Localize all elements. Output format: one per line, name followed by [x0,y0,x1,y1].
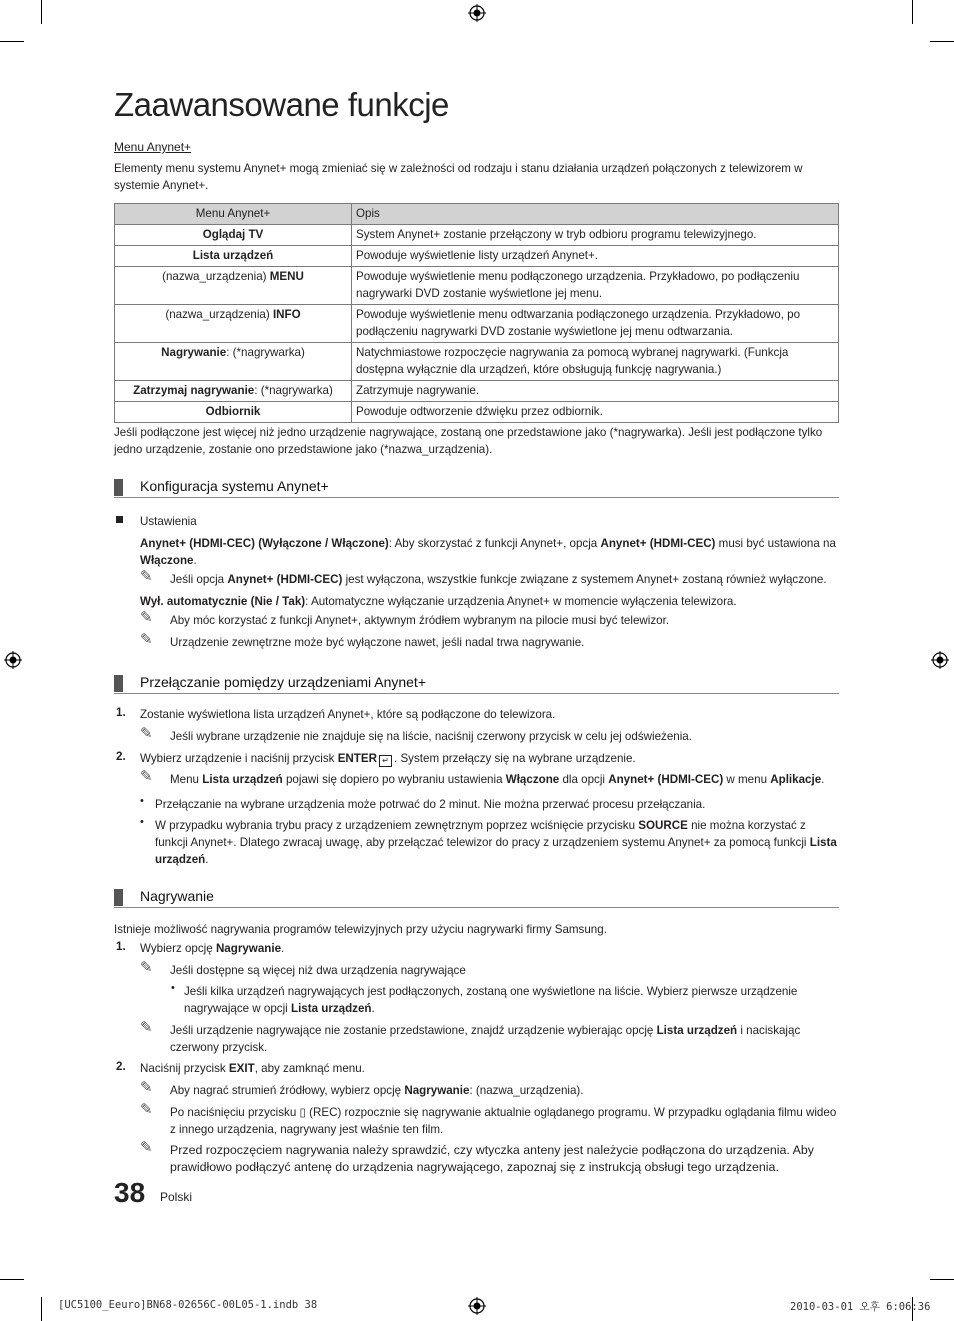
table-cell: Oglądaj TV [115,225,352,246]
registration-mark-icon [4,651,22,669]
table-cell: Powoduje odtworzenie dźwięku przez odbiornik. [352,402,839,423]
bullet-text: Przełączanie na wybrane urządzenia może potrwać do 2 minut. Nie można przerwać procesu przełączania. [155,798,706,811]
table-cell: Zatrzymaj nagrywanie: (*nagrywarka) [115,381,352,402]
bullet-icon: • [140,816,144,828]
square-bullet-icon [116,516,123,523]
pencil-icon: ✎ [140,959,153,976]
table-row [115,305,839,343]
crop-mark [41,0,42,24]
step-text: Naciśnij przycisk EXIT, aby zamknąć menu. [140,1062,365,1075]
step-text: Wybierz opcję Nagrywanie. [140,942,285,955]
section-bar [114,479,123,496]
crop-mark [930,41,954,42]
table-cell: Natychmiastowe rozpoczęcie nagrywania za pomocą wybranej nagrywarki. (Funkcja dostępna wyłącznie dla urządzeń, które obsługują funkcję nagrywania.) [352,343,839,381]
table-cell: Zatrzymuje nagrywanie. [352,381,839,402]
step-number: 1. [116,940,126,953]
table-header: Opis [352,204,839,225]
section-bar [114,675,123,692]
pencil-icon: ✎ [140,1101,153,1118]
footer-file-info: [UC5100_Eeuro]BN68-02656C-00L05-1.indb 38 [58,1299,318,1311]
table-row [115,246,839,267]
note: Urządzenie zewnętrzne może być wyłączone nawet, jeśli nadal trwa nagrywanie. [170,636,585,649]
table-cell: (nazwa_urządzenia) MENU [115,267,352,305]
pencil-icon: ✎ [140,768,153,785]
table-header-row [115,204,839,225]
menu-anynet-heading: Menu Anynet+ [114,140,192,154]
pencil-icon: ✎ [140,568,153,585]
section-title: Nagrywanie [140,888,214,904]
note: Aby nagrać strumień źródłowy, wybierz opcję Nagrywanie: (nazwa_urządzenia). [170,1084,584,1097]
bullet-icon: • [171,982,175,994]
note: Po naciśnięciu przycisku ▯ (REC) rozpocznie się nagrywanie aktualnie oglądanego programu. W przypadku oglądania filmu wideo z innego urządzenia, nagrywany jest właśnie ten film. [170,1106,837,1136]
crop-mark [0,1279,24,1280]
auto-off-paragraph: Wył. automatycznie (Nie / Tak): Automatyczne wyłączanie urządzenia Anynet+ w momencie wyłączenia telewizora. [140,595,737,608]
table-row [115,267,839,305]
table-cell: Nagrywanie: (*nagrywarka) [115,343,352,381]
bullet-icon: • [140,795,144,807]
registration-mark-icon [931,651,949,669]
step-text: Zostanie wyświetlona lista urządzeń Anynet+, które są podłączone do telewizora. [140,708,556,721]
pencil-icon: ✎ [140,631,153,648]
step-number: 2. [116,1060,126,1073]
bullet-text: Jeśli kilka urządzeń nagrywających jest podłączonych, zostaną one wyświetlone na liście. Wybierz pierwsze urządzenie nagrywające w opcji Lista urządzeń. [184,985,798,1015]
crop-mark [41,1297,42,1321]
after-table-text: Jeśli podłączone jest więcej niż jedno urządzenie nagrywające, zostaną one przedstawione jako (*nagrywarka). Jeśli jest podłączone tylko jedno urządzenie, zostanie ono przedstawione jako (*nazwa_urządzenia). [114,426,823,456]
section-header-switching [114,673,839,694]
table-cell: Powoduje wyświetlenie menu podłączonego urządzenia. Przykładowo, po podłączeniu nagrywarki DVD zostanie wyświetlone jej menu. [352,267,839,305]
table-row [115,381,839,402]
section-title: Konfiguracja systemu Anynet+ [140,478,329,494]
pencil-icon: ✎ [140,1139,153,1156]
hdmi-cec-paragraph: Anynet+ (HDMI-CEC) (Wyłączone / Włączone): Aby skorzystać z funkcji Anynet+, opcja Anynet+ (HDMI-CEC) musi być ustawiona na Włączone. [140,537,836,567]
table-cell: (nazwa_urządzenia) INFO [115,305,352,343]
pencil-icon: ✎ [140,725,153,742]
anynet-menu-table [114,203,839,423]
step-number: 1. [116,706,126,719]
section-header-recording [114,887,839,908]
crop-mark [912,0,913,24]
table-row [115,402,839,423]
intro-text: Elementy menu systemu Anynet+ mogą zmieniać się w zależności od rodzaju i stanu działania urządzeń połączonych z telewizorem w systemie Anynet+. [114,162,803,192]
note: Jeśli dostępne są więcej niż dwa urządzenia nagrywające [170,964,466,977]
pencil-icon: ✎ [140,1019,153,1036]
step-number: 2. [116,750,126,763]
table-header: Menu Anynet+ [115,204,352,225]
section-title: Przełączanie pomiędzy urządzeniami Anynet+ [140,674,426,690]
table-cell: Odbiornik [115,402,352,423]
enter-icon: ↵ [379,755,392,767]
bullet-text: W przypadku wybrania trybu pracy z urządzeniem zewnętrznym poprzez wciśnięcie przycisku SOURCE nie można korzystać z funkcji Anynet+. Dlatego zwracaj uwagę, aby przełączać telewizor do pracy z urządzeniem systemu Anynet+ za pomocą funkcji Lista urządzeń. [155,819,837,866]
registration-mark-icon [468,1297,486,1315]
section-bar [114,889,123,906]
table-cell: Lista urządzeń [115,246,352,267]
crop-mark [0,41,24,42]
table-row [115,343,839,381]
recording-intro: Istnieje możliwość nagrywania programów telewizyjnych przy użyciu nagrywarki firmy Samsung. [114,923,607,936]
page-title: Zaawansowane funkcje [114,86,449,123]
pencil-icon: ✎ [140,609,153,626]
section-header-config [114,477,839,498]
table-cell: System Anynet+ zostanie przełączony w tryb odbioru programu telewizyjnego. [352,225,839,246]
table-cell: Powoduje wyświetlenie menu odtwarzania podłączonego urządzenia. Przykładowo, po podłączeniu nagrywarki DVD zostanie wyświetlone jej menu odtwarzania. [352,305,839,343]
note: Przed rozpoczęciem nagrywania należy sprawdzić, czy wtyczka anteny jest należycie podłączona do urządzenia. Aby prawidłowo podłączyć antenę do urządzenia nagrywającego, zapoznaj się z instrukcją obsługi tego urządzenia. [170,1143,814,1174]
footer-timestamp: 2010-03-01 오후 6:06:36 [790,1301,931,1313]
registration-mark-icon [468,4,486,22]
note: Jeśli wybrane urządzenie nie znajduje się na liście, naciśnij czerwony przycisk w celu jej odświeżenia. [170,730,692,743]
note: Menu Lista urządzeń pojawi się dopiero po wybraniu ustawienia Włączone dla opcji Anynet+ (HDMI-CEC) w menu Aplikacje. [170,773,825,786]
page-number: 38 [114,1177,146,1208]
step-text: Wybierz urządzenie i naciśnij przycisk ENTER ↵ . System przełączy się na wybrane urządzenie. [140,752,636,765]
note: Jeśli opcja Anynet+ (HDMI-CEC) jest wyłączona, wszystkie funkcje związane z systemem Anynet+ zostaną również wyłączone. [170,573,827,586]
language-label: Polski [160,1190,193,1204]
note: Jeśli urządzenie nagrywające nie zostanie przedstawione, znajdź urządzenie wybierając opcję Lista urządzeń i naciskając czerwony przycisk. [170,1024,801,1054]
pencil-icon: ✎ [140,1079,153,1096]
note: Aby móc korzystać z funkcji Anynet+, aktywnym źródłem wybranym na pilocie musi być telewizor. [170,614,670,627]
crop-mark [930,1279,954,1280]
settings-item: Ustawienia [140,515,197,528]
table-cell: Powoduje wyświetlenie listy urządzeń Anynet+. [352,246,839,267]
table-row [115,225,839,246]
